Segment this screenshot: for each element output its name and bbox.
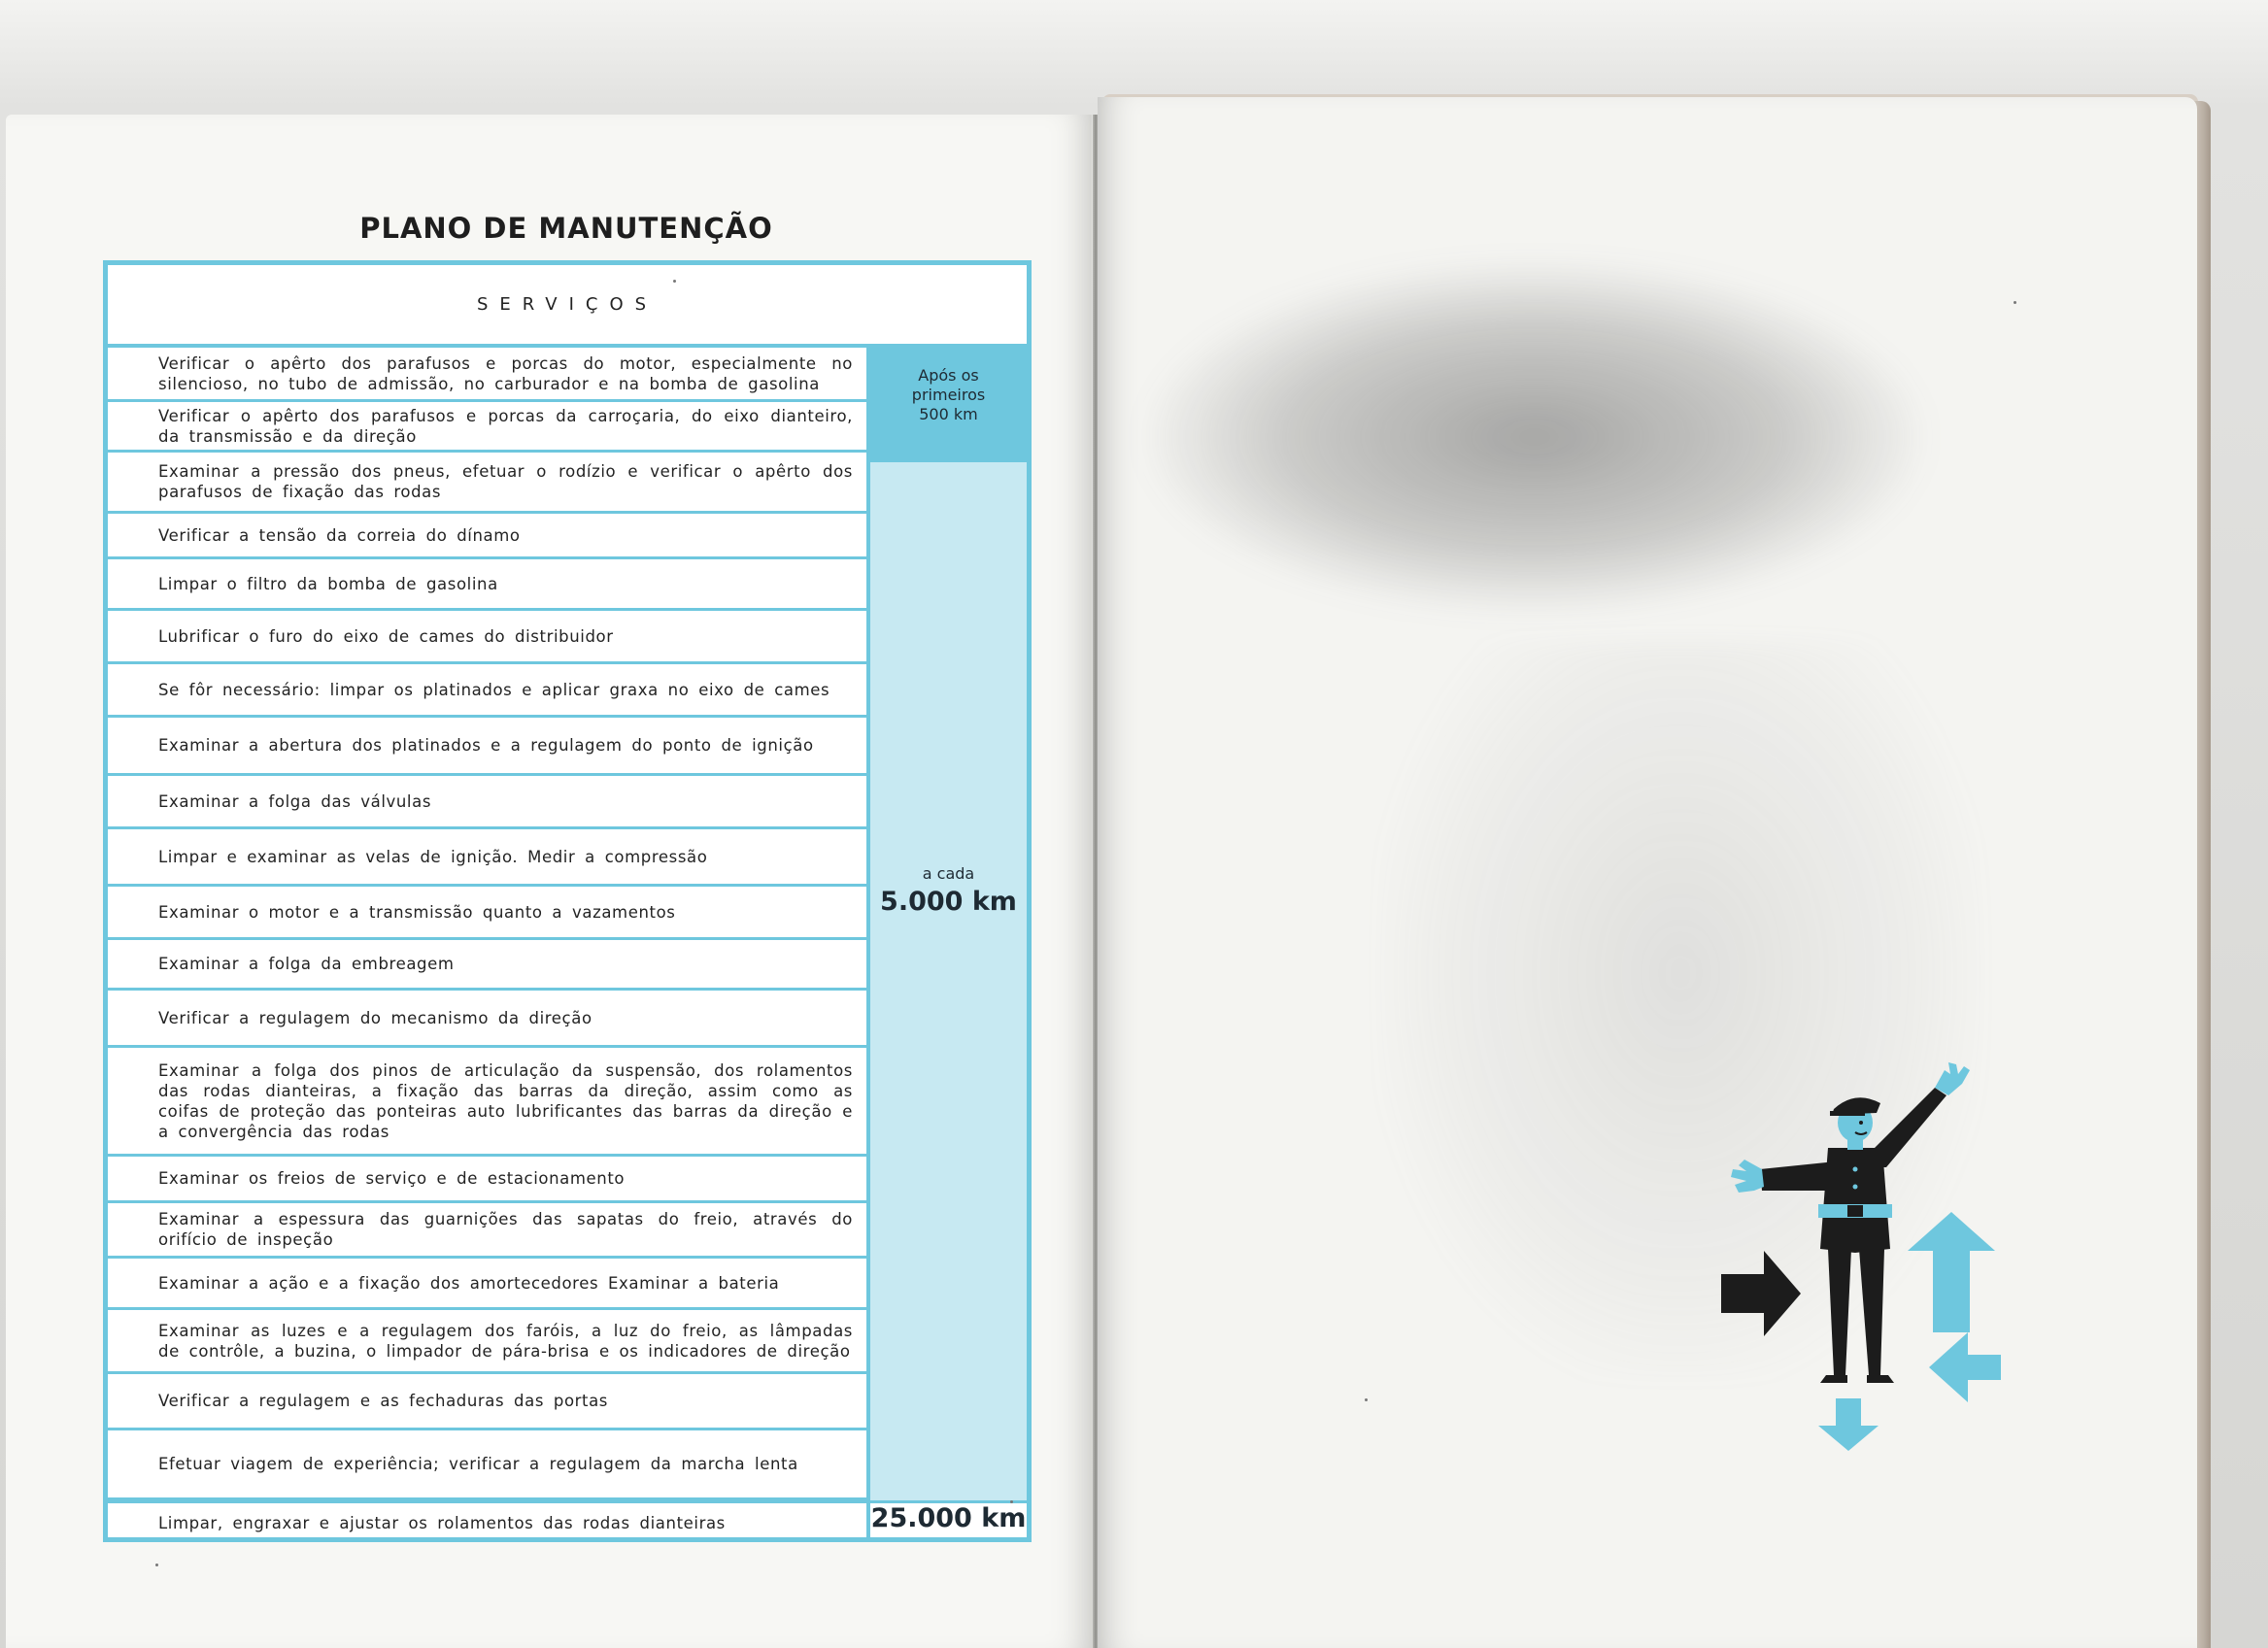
services-header: SERVIÇOS: [108, 265, 1027, 348]
scan-speck: [673, 280, 676, 283]
scan-speck: [1365, 1398, 1368, 1401]
service-row-text: Examinar a pressão dos pneus, efetuar o rodízio e verificar o apêrto dos parafusos de fixação das rodas: [158, 462, 853, 501]
service-row: [108, 1430, 866, 1500]
arrow-up-icon: [1908, 1212, 1995, 1332]
scan-speck: [155, 1564, 158, 1566]
interval-first-line2: primeiros: [911, 386, 986, 404]
service-row: [108, 1203, 866, 1259]
service-row-text: Limpar e examinar as velas de ignição. Medir a compressão: [158, 847, 708, 866]
maintenance-table: [103, 260, 1032, 1542]
service-row-text: Lubrificar o furo do eixo de cames do distribuidor: [158, 626, 614, 646]
service-row: [108, 776, 866, 829]
service-row-text: Verificar o apêrto dos parafusos e porcas do motor, especialmente no silencioso, no tubo de admissão, no carburador e na bomba de gasolina: [158, 353, 853, 393]
service-row: [108, 829, 866, 887]
service-row-text: Examinar a folga das válvulas: [158, 791, 432, 811]
service-row: [108, 718, 866, 776]
service-row: [108, 991, 866, 1048]
arrow-down-icon: [1818, 1398, 1879, 1451]
service-row: [108, 611, 866, 664]
interval-first-line3: 500 km: [919, 405, 978, 423]
service-row-text: Limpar o filtro da bomba de gasolina: [158, 574, 498, 593]
service-row: [108, 559, 866, 611]
scan-speck: [1010, 1500, 1013, 1503]
service-row-text: Se fôr necessário: limpar os platinados e aplicar graxa no eixo de cames: [158, 680, 830, 699]
service-row: [108, 402, 866, 453]
service-row-text: Verificar o apêrto dos parafusos e porcas da carroçaria, do eixo dianteiro, da transmissão e da direção: [158, 406, 853, 446]
service-row: [108, 1374, 866, 1430]
service-row: [108, 453, 866, 514]
service-row-text: Efetuar viagem de experiência; verificar a regulagem da marcha lenta: [158, 1455, 798, 1473]
interval-every-value: 5.000 km: [880, 887, 1017, 917]
service-row-text: Examinar as luzes e a regulagem dos faróis, a luz do freio, as lâmpadas de contrôle, a buzina, o limpador de pára-brisa e os indicadores de direção: [158, 1321, 853, 1361]
interval-first-label: [870, 366, 1027, 424]
service-row: [108, 887, 866, 940]
service-row: [108, 940, 866, 991]
interval-last-value: 25.000 km: [870, 1503, 1027, 1533]
service-row-text: Verificar a regulagem e as fechaduras das portas: [158, 1392, 608, 1410]
service-row-text: Examinar a espessura das guarnições das sapatas do freio, através do orifício de inspeção: [158, 1210, 853, 1249]
service-row-text: Examinar a abertura dos platinados e a regulagem do ponto de ignição: [158, 736, 814, 755]
traffic-policeman-icon: [1709, 1059, 2020, 1466]
interval-every-label: a cada: [922, 864, 975, 883]
service-row-text: Verificar a regulagem do mecanismo da direção: [158, 1008, 592, 1027]
service-row: [108, 348, 866, 402]
service-row: [108, 1500, 866, 1546]
service-row: [108, 1310, 866, 1374]
service-row-text: Examinar a ação e a fixação dos amortecedores Examinar a bateria: [158, 1273, 780, 1293]
service-row-text: Examinar os freios de serviço e de estacionamento: [158, 1169, 626, 1188]
bleed-through-shadow: [1146, 262, 1923, 612]
service-row: [108, 1157, 866, 1203]
page-title: PLANO DE MANUTENÇÃO: [359, 212, 773, 245]
scan-speck: [2014, 301, 2016, 304]
service-row-text: Verificar a tensão da correia do dínamo: [158, 525, 521, 545]
service-row-text: Limpar, engraxar e ajustar os rolamentos das rodas dianteiras: [158, 1514, 726, 1532]
arrow-left-icon: [1929, 1332, 2001, 1402]
interval-first-line1: Após os: [918, 366, 979, 385]
service-row: [108, 1259, 866, 1310]
service-row: [108, 514, 866, 559]
arrow-right-icon: [1721, 1251, 1801, 1336]
interval-every-5000km-cell: [870, 462, 1027, 1500]
service-row: [108, 1048, 866, 1157]
column-divider: [866, 348, 870, 1539]
policeman-figure: [1731, 1062, 1970, 1383]
service-row-text: Examinar a folga da embreagem: [158, 955, 455, 973]
service-row-text: Examinar a folga dos pinos de articulação da suspensão, dos rolamentos das rodas dianteiras, a fixação das barras da direção, assim como as coifas de proteção das ponteiras auto lubrificantes das barras da direção e a convergência das rodas: [158, 1060, 853, 1141]
service-row: [108, 664, 866, 718]
service-row-text: Examinar o motor e a transmissão quanto a vazamentos: [158, 902, 676, 922]
